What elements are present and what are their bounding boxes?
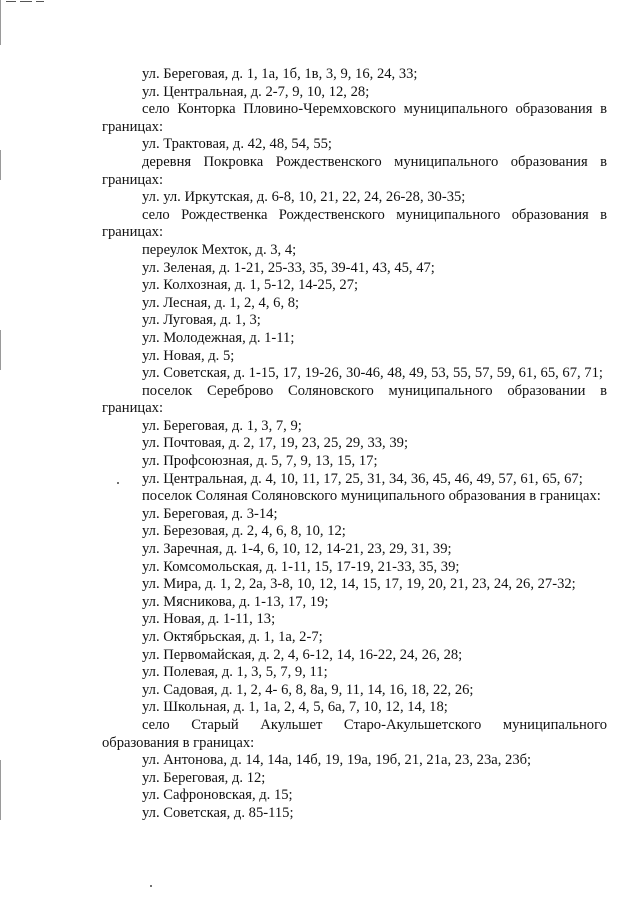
section-heading: деревня Покровка Рождественского муниципального образования в границах: (102, 153, 607, 188)
address-line: ул. ул. Иркутская, д. 6-8, 10, 21, 22, 24, 26-28, 30-35; (142, 189, 466, 206)
scan-artifact (0, 0, 1, 45)
section-heading: ул. Советская, д. 1-15, 17, 19-26, 30-46, 48, 49, 53, 55, 57, 59, 61, 65, 67, 71; (142, 365, 603, 382)
address-line: ул. Трактовая, д. 42, 48, 54, 55; (142, 136, 332, 153)
address-line: ул. Октябрьская, д. 1, 1а, 2-7; (142, 629, 323, 645)
address-line: ул. Мира, д. 1, 2, 2а, 3-8, 10, 12, 14, 15, 17, 19, 20, 21, 23, 24, 26, 27-32; (142, 576, 576, 593)
address-line: ул. Комсомольская, д. 1-11, 15, 17-19, 21-33, 35, 39; (142, 558, 460, 575)
section-heading: поселок Соляная Соляновского муниципального образования в границах: (142, 488, 601, 505)
scan-artifact (6, 1, 16, 2)
scan-artifact (0, 760, 1, 820)
scan-artifact (150, 885, 152, 887)
section-heading: село Старый Акульшет Старо-Акульшетского муниципального образования в границах: (102, 716, 607, 751)
address-line: ул. Береговая, д. 3-14; (142, 505, 278, 522)
section-heading: поселок Сереброво Соляновского муниципального образовании в границах: (102, 382, 607, 417)
address-line: ул. Новая, д. 5; (142, 347, 235, 364)
address-line: переулок Мехток, д. 3, 4; (142, 241, 297, 258)
address-line: ул. Береговая, д. 1, 1а, 1б, 1в, 3, 9, 16, 24, 33; (142, 66, 418, 82)
address-line: ул. Мясникова, д. 1-13, 17, 19; (142, 593, 329, 610)
address-line: ул. Береговая, д. 1, 3, 7, 9; (142, 417, 302, 434)
address-line: ул. Советская, д. 85-115; (142, 804, 294, 821)
address-line: ул. Центральная, д. 4, 10, 11, 17, 25, 31, 34, 36, 45, 46, 49, 57, 61, 65, 67; (142, 470, 583, 487)
address-line: ул. Садовая, д. 1, 2, 4- 6, 8, 8а, 9, 11, 14, 16, 18, 22, 26; (142, 681, 474, 698)
address-line: ул. Березовая, д. 2, 4, 6, 8, 10, 12; (142, 523, 346, 540)
document-body (102, 66, 607, 823)
scan-artifact (0, 330, 1, 370)
scan-artifact (20, 1, 32, 2)
scan-artifact (36, 1, 44, 2)
address-line: ул. Заречная, д. 1-4, 6, 10, 12, 14-21, 23, 29, 31, 39; (142, 541, 452, 558)
address-line: ул. Почтовая, д. 2, 17, 19, 23, 25, 29, 33, 39; (142, 435, 409, 452)
address-line: ул. Профсоюзная, д. 5, 7, 9, 13, 15, 17; (142, 453, 378, 470)
scan-artifact (0, 150, 1, 180)
address-line: ул. Сафроновская, д. 15; (142, 787, 293, 804)
address-line: ул. Зеленая, д. 1-21, 25-33, 35, 39-41, 43, 45, 47; (142, 259, 435, 276)
address-line: ул. Полевая, д. 1, 3, 5, 7, 9, 11; (142, 664, 328, 681)
address-line: ул. Антонова, д. 14, 14а, 14б, 19, 19а, 19б, 21, 21а, 23, 23а, 23б; (142, 752, 532, 769)
section-heading: село Рождественка Рождественского муниципального образования в границах: (102, 206, 607, 241)
address-line: ул. Молодежная, д. 1-11; (142, 329, 295, 346)
address-line: ул. Лесная, д. 1, 2, 4, 6, 8; (142, 294, 300, 311)
address-line: ул. Береговая, д. 12; (142, 769, 266, 786)
section-heading: село Конторка Пловино-Черемховского муниципального образования в границах: (102, 101, 607, 135)
address-line: ул. Центральная, д. 2-7, 9, 10, 12, 28; (142, 83, 370, 100)
address-line: ул. Новая, д. 1-11, 13; (142, 611, 276, 628)
address-line: ул. Луговая, д. 1, 3; (142, 312, 261, 329)
address-line: ул. Школьная, д. 1, 1а, 2, 4, 5, 6а, 7, 10, 12, 14, 18; (142, 699, 448, 716)
address-line: ул. Колхозная, д. 1, 5-12, 14-25, 27; (142, 277, 359, 294)
address-line: ул. Первомайская, д. 2, 4, 6-12, 14, 16-22, 24, 26, 28; (142, 646, 463, 663)
